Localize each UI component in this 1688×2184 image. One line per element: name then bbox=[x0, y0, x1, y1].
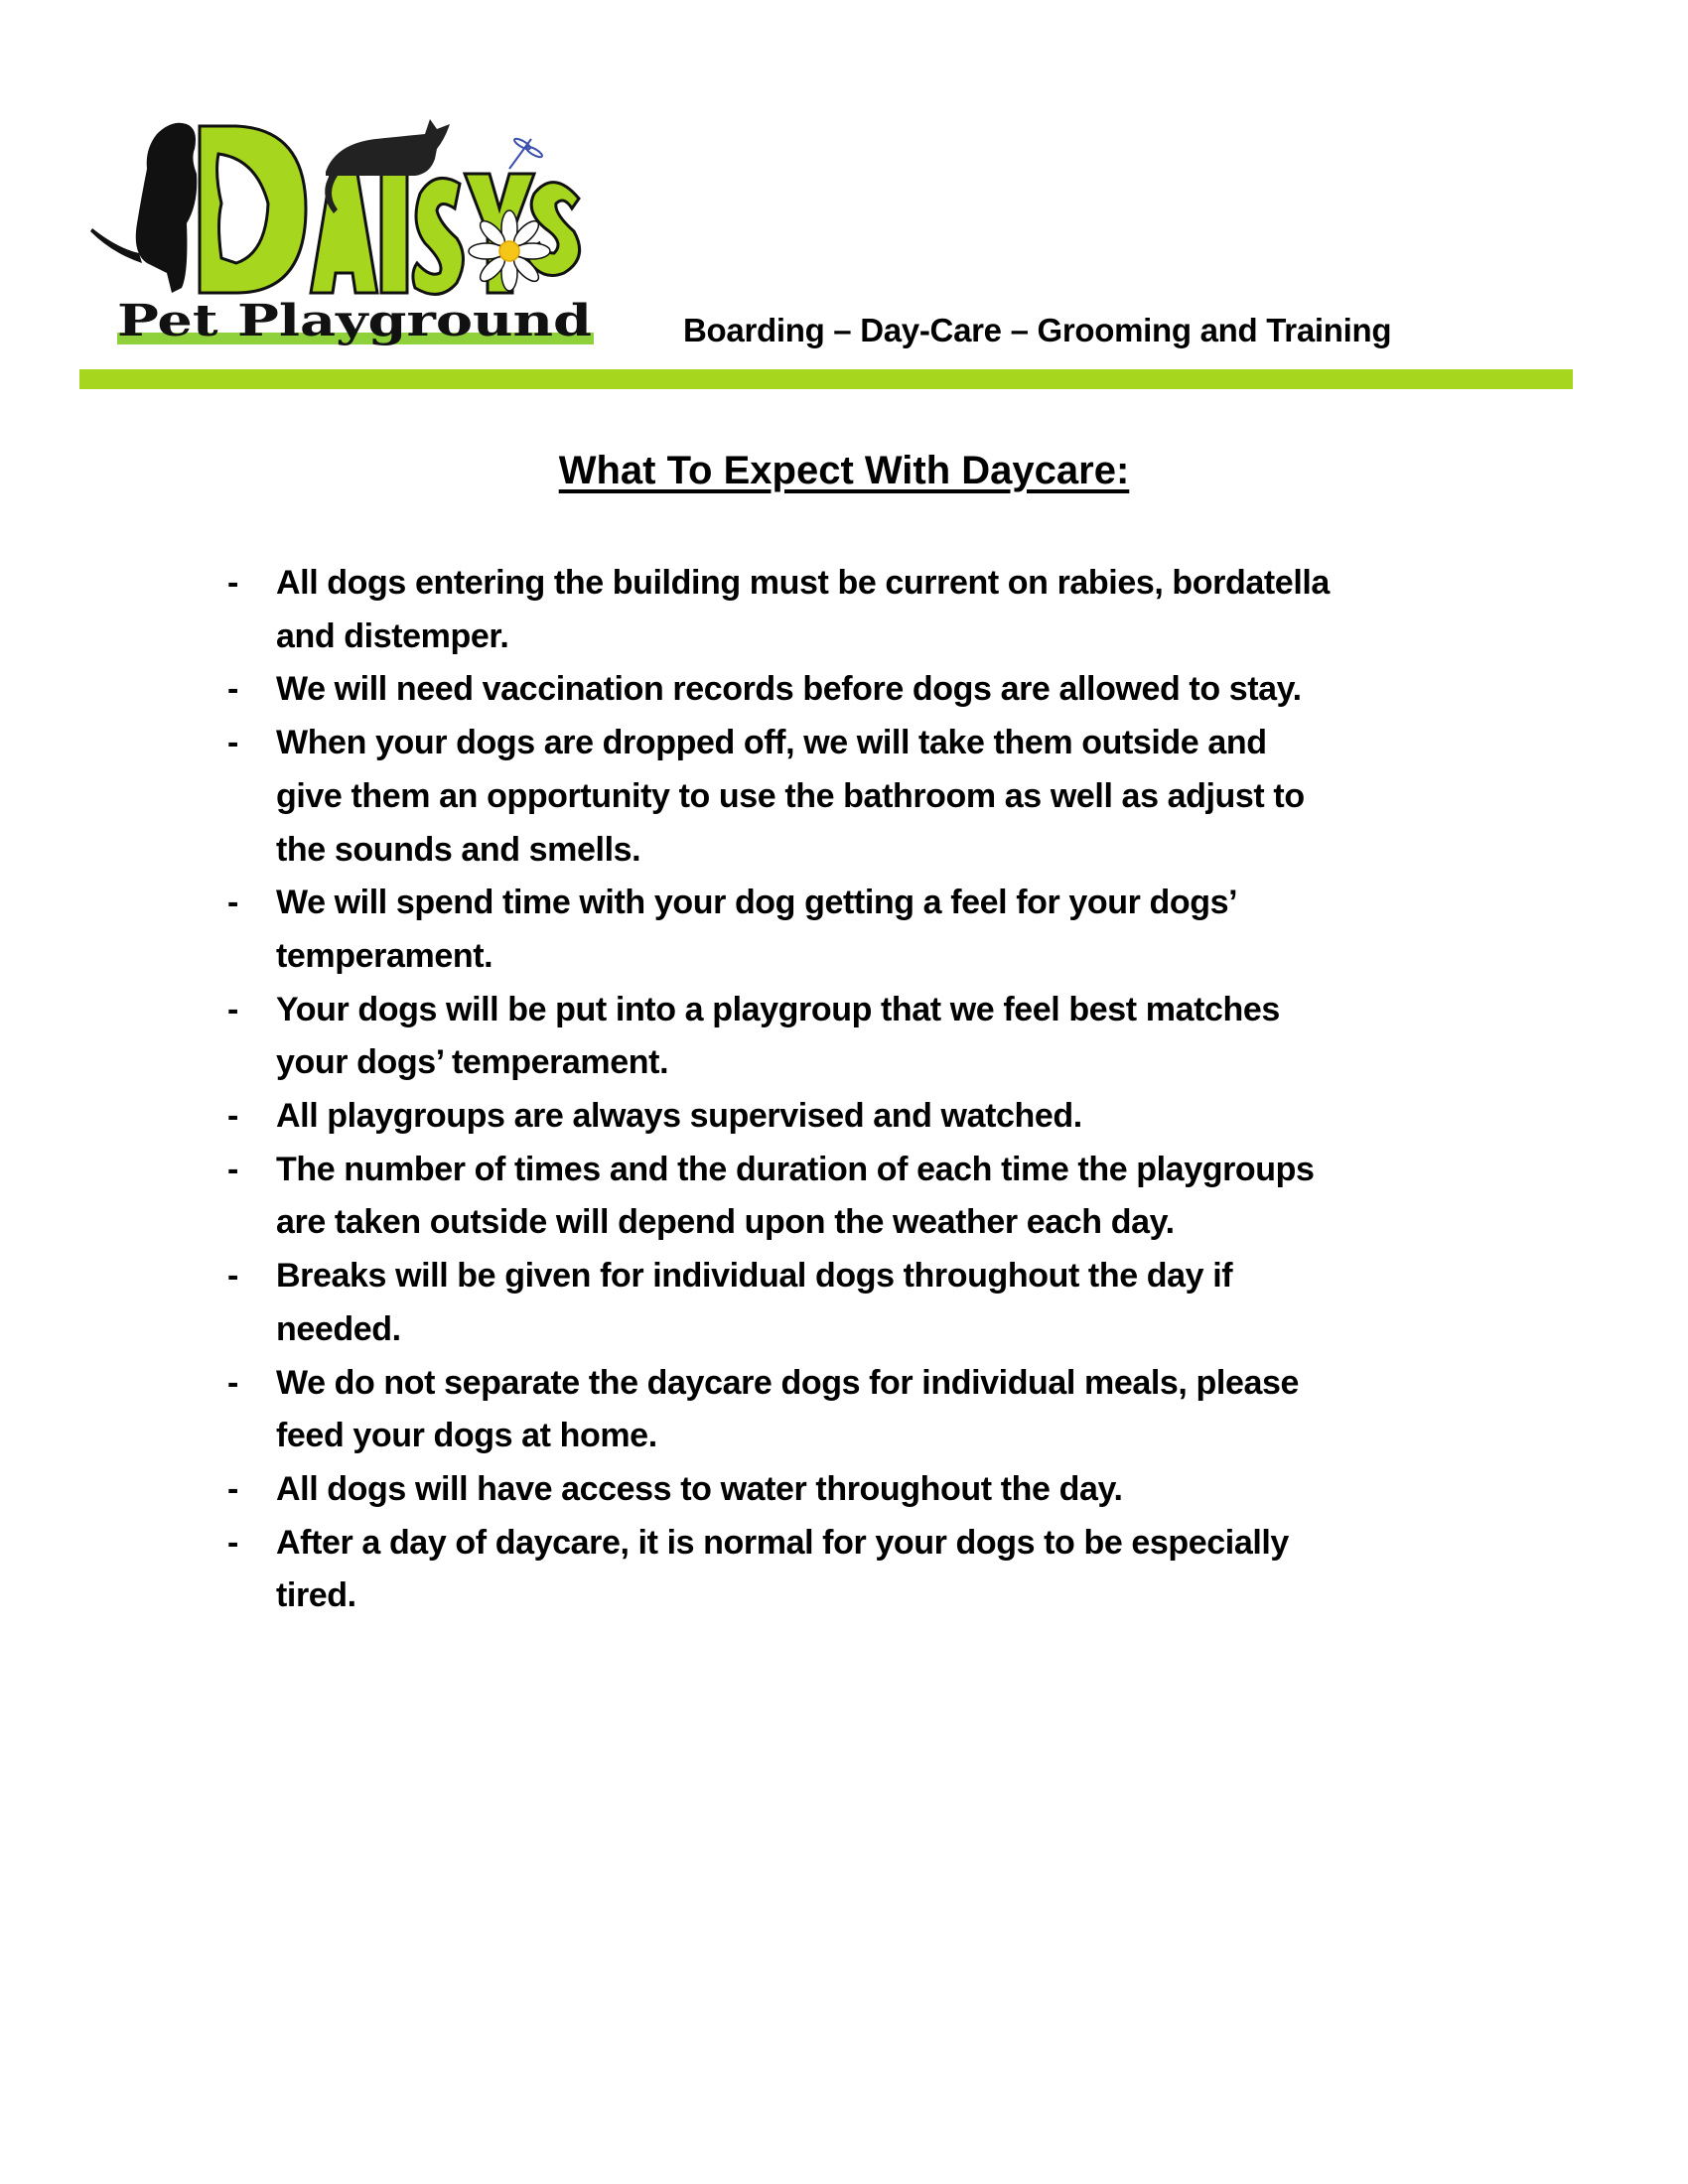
bullet-dash: - bbox=[227, 670, 239, 709]
bullet-dash: - bbox=[227, 564, 239, 602]
bullet-dash: - bbox=[227, 990, 239, 1028]
bullet-dash: - bbox=[227, 1257, 239, 1296]
list-item-text: All dogs will have access to water throughout the day. bbox=[276, 1469, 1123, 1508]
list-item-text: We do not separate the daycare dogs for individual meals, please bbox=[276, 1363, 1299, 1402]
bullet-dash: - bbox=[227, 1150, 239, 1188]
list-item bbox=[227, 1144, 1330, 1250]
list-item-text: Your dogs will be put into a playgroup that we feel best matches bbox=[276, 990, 1280, 1028]
list-item-text: Breaks will be given for individual dogs throughout the day if bbox=[276, 1257, 1233, 1296]
daisys-pet-playground-logo bbox=[87, 114, 688, 357]
expectations-list bbox=[227, 557, 1330, 1623]
list-item-text: After a day of daycare, it is normal for your dogs to be especially bbox=[276, 1523, 1289, 1562]
list-item bbox=[227, 1090, 1330, 1144]
list-item-text: We will need vaccination records before dogs are allowed to stay. bbox=[276, 670, 1302, 709]
bullet-dash: - bbox=[227, 724, 239, 762]
list-item-text: All dogs entering the building must be current on rabies, bordatella bbox=[276, 564, 1330, 602]
list-item-text: When your dogs are dropped off, we will take them outside and bbox=[276, 724, 1267, 762]
list-item bbox=[227, 1250, 1330, 1356]
bullet-dash: - bbox=[227, 1363, 239, 1402]
daisy-flower-icon bbox=[469, 210, 550, 291]
list-item bbox=[227, 1357, 1330, 1463]
bullet-dash: - bbox=[227, 1523, 239, 1562]
bullet-dash: - bbox=[227, 1097, 239, 1136]
list-item bbox=[227, 557, 1330, 663]
list-item-text: are taken outside will depend upon the weather each day. bbox=[276, 1203, 1175, 1242]
list-item bbox=[227, 984, 1330, 1090]
header-divider bbox=[79, 369, 1573, 389]
list-item-text: tired. bbox=[276, 1576, 356, 1615]
list-item bbox=[227, 1517, 1330, 1623]
list-item-text: the sounds and smells. bbox=[276, 830, 641, 869]
bullet-dash: - bbox=[227, 884, 239, 922]
list-item bbox=[227, 717, 1330, 877]
bullet-dash: - bbox=[227, 1469, 239, 1508]
list-item-text: feed your dogs at home. bbox=[276, 1417, 657, 1455]
page-title: What To Expect With Daycare: bbox=[558, 449, 1130, 492]
list-item-text: temperament. bbox=[276, 936, 493, 975]
list-item-text: We will spend time with your dog getting a feel for your dogs’ bbox=[276, 884, 1238, 922]
list-item-text: your dogs’ temperament. bbox=[276, 1043, 669, 1082]
list-item bbox=[227, 877, 1330, 983]
logo-subtitle: Pet Playground bbox=[117, 296, 592, 346]
list-item bbox=[227, 663, 1330, 717]
list-item-text: and distemper. bbox=[276, 616, 509, 655]
list-item-text: needed. bbox=[276, 1309, 401, 1348]
list-item-text: The number of times and the duration of each time the playgroups bbox=[276, 1150, 1315, 1188]
services-tagline: Boarding – Day-Care – Grooming and Training bbox=[683, 312, 1392, 348]
list-item-text: give them an opportunity to use the bathroom as well as adjust to bbox=[276, 776, 1305, 815]
dragonfly-icon bbox=[509, 137, 543, 169]
dog-silhouette-icon bbox=[90, 123, 197, 293]
list-item-text: All playgroups are always supervised and watched. bbox=[276, 1097, 1082, 1136]
list-item bbox=[227, 1463, 1330, 1517]
